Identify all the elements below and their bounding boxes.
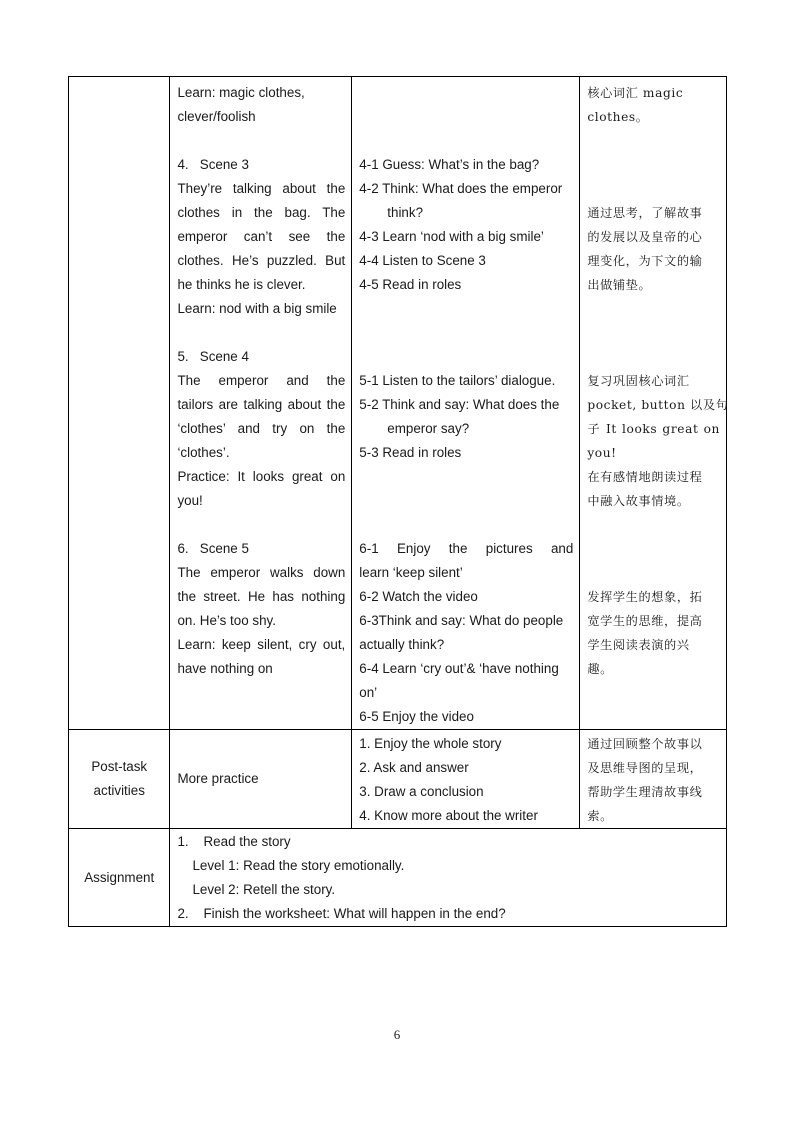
activity-line: emperor say? [387, 421, 470, 436]
content-line: clever/foolish [177, 109, 256, 124]
content-cell [170, 77, 352, 730]
content-cell [170, 730, 352, 829]
content-line: The emperor and the [177, 373, 346, 388]
assignment-line: Level 2: Retell the story. [192, 882, 336, 897]
purpose-line: 及思维导图的呈现， [587, 761, 703, 775]
content-line: Learn: nod with a big smile [177, 301, 337, 316]
content-line: have nothing on [177, 661, 273, 676]
activity-line: 6-2 Watch the video [359, 589, 478, 604]
activity-line: 6-1 Enjoy the pictures and [359, 541, 574, 556]
activity-line: on’ [359, 685, 378, 700]
scene-heading: 5. Scene 4 [177, 349, 249, 364]
scene-heading: 4. Scene 3 [177, 157, 249, 172]
activity-line: 3. Draw a conclusion [359, 784, 484, 799]
purpose-line: 理变化，为下文的输 [587, 254, 703, 268]
activity-line: 5-3 Read in roles [359, 445, 462, 460]
content-line: The emperor walks down [177, 565, 346, 580]
purpose-line: 中融入故事情境。 [587, 494, 690, 508]
stage-cell [69, 77, 170, 730]
stage-label: Post-task [91, 759, 148, 774]
activity-line: think? [387, 205, 424, 220]
activity-line: 4-3 Learn ‘nod with a big smile’ [359, 229, 544, 244]
content-line: clothes. He’s puzzled. But [177, 253, 346, 268]
purpose-line: 子 It looks great on [587, 422, 720, 436]
content-line: ‘clothes’ and try on the [177, 421, 346, 436]
activity-line: 4-1 Guess: What’s in the bag? [359, 157, 540, 172]
lesson-plan-table [68, 76, 727, 927]
activity-line: actually think? [359, 637, 445, 652]
assignment-line: 1. Read the story [177, 834, 291, 849]
activity-line: 4-4 Listen to Scene 3 [359, 253, 486, 268]
purpose-line: you! [587, 446, 617, 460]
stage-cell [69, 829, 170, 927]
purpose-cell [580, 730, 727, 829]
stage-label: activities [93, 783, 145, 798]
assignment-cell [170, 829, 727, 927]
scene-heading: 6. Scene 5 [177, 541, 249, 556]
page-number: 6 [393, 1027, 401, 1042]
purpose-line: 核心词汇 magic [587, 86, 684, 100]
content-line: the street. He has nothing [177, 589, 346, 604]
table-row [69, 730, 727, 829]
assignment-line: 2. Finish the worksheet: What will happen in the end? [177, 906, 506, 921]
content-line: on. He’s too shy. [177, 613, 276, 628]
purpose-line: 宽学生的思维，提高 [587, 614, 703, 628]
activity-line: 2. Ask and answer [359, 760, 469, 775]
table-row [69, 829, 727, 927]
purpose-line: 通过思考，了解故事 [587, 206, 703, 220]
activity-line: 6-4 Learn ‘cry out’& ‘have nothing [359, 661, 559, 676]
purpose-cell [580, 77, 727, 730]
activity-line: 6-3Think and say: What do people [359, 613, 564, 628]
activities-cell [352, 730, 580, 829]
activity-line: 5-1 Listen to the tailors’ dialogue. [359, 373, 556, 388]
content-line: you! [177, 493, 203, 508]
purpose-line: 出做铺垫。 [587, 278, 652, 292]
table-row [69, 77, 727, 730]
content-line: emperor can’t see the [177, 229, 346, 244]
activity-line: 1. Enjoy the whole story [359, 736, 502, 751]
content-line: tailors are talking about the [177, 397, 346, 412]
content-line: They’re talking about the [177, 181, 346, 196]
content-line: More practice [177, 771, 259, 786]
stage-cell [69, 730, 170, 829]
content-line: Learn: keep silent, cry out, [177, 637, 346, 652]
activity-line: 4. Know more about the writer [359, 808, 538, 823]
assignment-line: Level 1: Read the story emotionally. [192, 858, 405, 873]
activity-line: 6-5 Enjoy the video [359, 709, 474, 724]
purpose-line: 帮助学生理清故事线 [587, 785, 703, 799]
content-line: Practice: It looks great on [177, 469, 346, 484]
purpose-line: 的发展以及皇帝的心 [587, 230, 703, 244]
purpose-line: 复习巩固核心词汇 [587, 374, 690, 388]
activity-line: learn ‘keep silent’ [359, 565, 463, 580]
purpose-line: 趣。 [587, 662, 613, 676]
activities-cell [352, 77, 580, 730]
purpose-line: 在有感情地朗读过程 [587, 470, 703, 484]
purpose-line: pocket, button 以及句 [587, 398, 729, 412]
purpose-line: 学生阅读表演的兴 [587, 638, 690, 652]
purpose-line: 索。 [587, 809, 613, 823]
purpose-line: 发挥学生的想象，拓 [587, 590, 703, 604]
content-line: Learn: magic clothes, [177, 85, 305, 100]
activity-line: 5-2 Think and say: What does the [359, 397, 560, 412]
content-line: clothes in the bag. The [177, 205, 346, 220]
activity-line: 4-5 Read in roles [359, 277, 462, 292]
content-line: ‘clothes’. [177, 445, 230, 460]
content-line: he thinks he is clever. [177, 277, 306, 292]
purpose-line: clothes。 [587, 110, 649, 124]
activity-line: 4-2 Think: What does the emperor [359, 181, 563, 196]
purpose-line: 通过回顾整个故事以 [587, 737, 703, 751]
stage-label: Assignment [84, 869, 155, 885]
